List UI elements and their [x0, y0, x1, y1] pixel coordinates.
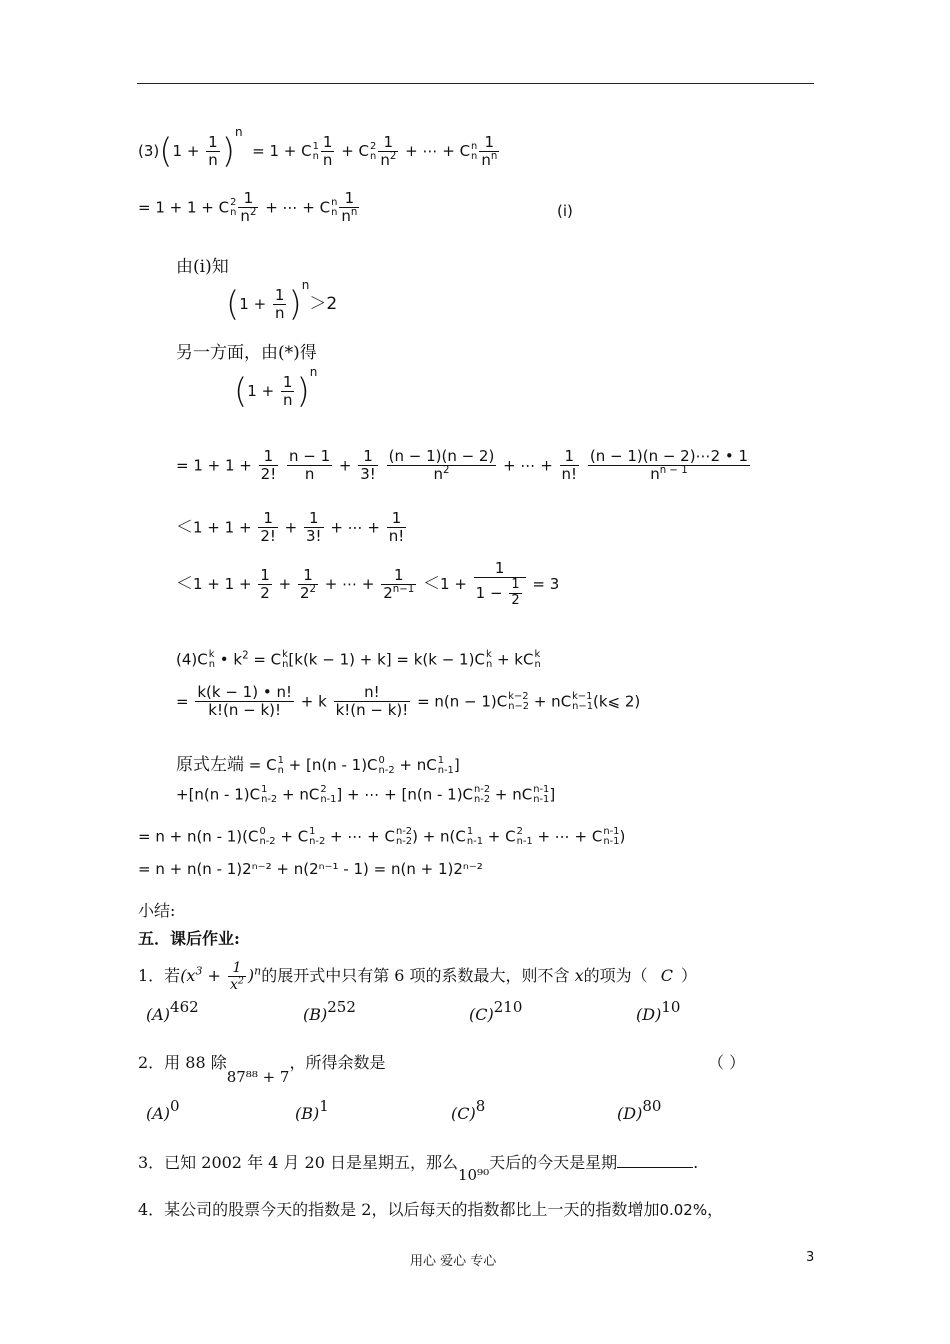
left-end-line-2: +[n(n - 1)C 1 n-2 + nC 2 n-1 ] + ⋯ + [n(n - 1)C n-2 n-2 + nC n-1 n-1 ]: [176, 784, 556, 805]
q1-option-c: $(C)^{210}$: [469, 998, 523, 1024]
q1-option-a: $(A)^{462}$: [146, 998, 199, 1024]
q2-option-a: $(A)^0$: [146, 1097, 180, 1123]
q1-option-b: $(B)^{252}$: [303, 998, 356, 1024]
equation-ref: (i): [557, 202, 573, 220]
eq3-line2: = 1 + 1 + C 2 n $\frac{1}{n^2}$ + ⋯ + C n n $\frac{1}{n^n}$: [138, 189, 358, 226]
eq4-line2: = $\frac{k(k - 1) • n!}{k!(n - k)!}$ + k $\frac{n!}{k!(n - k)!}$ = n(n − 1)C k−2 n−2 + nC k−1 n−1 (k⩽ 2): [176, 683, 641, 720]
q2-option-b: $(B)^1$: [295, 1097, 329, 1123]
expr-1-plus-1-over-n: (1 + $\frac{1}{n}$ )$^n$: [234, 365, 318, 412]
ineq-gt2: (1 + $\frac{1}{n}$ )$^n$＞2: [226, 278, 338, 325]
footer-motto: 用心 爱心 专心: [410, 1254, 497, 1269]
left-end-line: 原式左端 = C 1 n + [n(n - 1)C 0 n-2 + nC 1 n-1 ]: [176, 754, 460, 776]
sum-line-2: = n + n(n - 1)2ⁿ⁻² + n(2ⁿ⁻¹ - 1) = n(n + 1)2ⁿ⁻²: [138, 860, 483, 878]
q2-option-c: $(C)^8$: [451, 1097, 486, 1123]
ineq-line-2: ＜1 + 1 + $\frac{1}{2}$ + $\frac{1}{2^2}$ + ⋯ + $\frac{1}{2^{n-1}}$ ＜1 + 1 1 − $\frac{1}{2}$ = 3: [176, 559, 560, 609]
question-3: 3．已知 2002 年 4 月 20 日是星期五，那么10⁹⁰天后的今天是星期 .: [138, 1153, 699, 1184]
header-rule: [137, 83, 814, 84]
expansion-line: = 1 + 1 + $\frac{1}{2!}$ $\frac{n - 1}{n}$ + $\frac{1}{3!}$ $\frac{(n - 1)(n - 2)}{n^2}$ + ⋯ + $\frac{1}{n!}$ $\frac{(n - 1)(n - 2)\cdots 2 • 1}{n^{n - 1}}$: [176, 447, 749, 484]
summary-label: 小结:: [138, 901, 176, 920]
eq4-line1: (4)C k n • $k^2 = C$ k n [k(k − 1) + k] = k(k − 1)C k n + kC k n: [176, 649, 541, 670]
page-number: 3: [806, 1250, 815, 1265]
question-2: 2．用 88 除87⁸⁸ + 7，所得余数是: [138, 1053, 386, 1086]
ineq-line-1: ＜1 + 1 + $\frac{1}{2!}$ + $\frac{1}{3!}$ + ⋯ + $\frac{1}{n!}$: [176, 509, 405, 546]
question-4: 4．某公司的股票今天的指数是 2，以后每天的指数都比上一天的指数增加0.02%，: [138, 1200, 724, 1219]
q2-answer-paren: （ ）: [708, 1053, 746, 1072]
eq3-line1: (3)(1 + $\frac{1}{n}$ )$^n$ = 1 + C 1 n $\frac{1}{n}$ + C 2 n $\frac{1}{n^2}$ + ⋯ + C n n $\frac{1}{n^n}$: [138, 125, 498, 172]
sum-line-1: = n + n(n - 1)(C 0 n-2 + C 1 n-2 + ⋯ + C n-2 n-2 ) + n(C 1 n-1 + C 2 n-1 + ⋯ + C n-1 n-1 ): [138, 826, 626, 847]
q3-answer-blank[interactable]: [617, 1153, 693, 1168]
from-i-text: 由(i)知: [176, 257, 229, 277]
other-hand-text: 另一方面，由(*)得: [176, 343, 317, 363]
q2-option-d: $(D)^{80}$: [617, 1097, 662, 1123]
q1-answer: C: [660, 966, 674, 986]
section-homework-heading: 五．课后作业:: [138, 929, 240, 948]
q1-option-d: $(D)^{10}$: [636, 998, 681, 1024]
question-1: 1．若($x^3$ + $\frac{1}{x^2}$ )$^n$的展开式中只有第 6 项的系数最大，则不含 x的项为（ C ）: [138, 960, 698, 994]
